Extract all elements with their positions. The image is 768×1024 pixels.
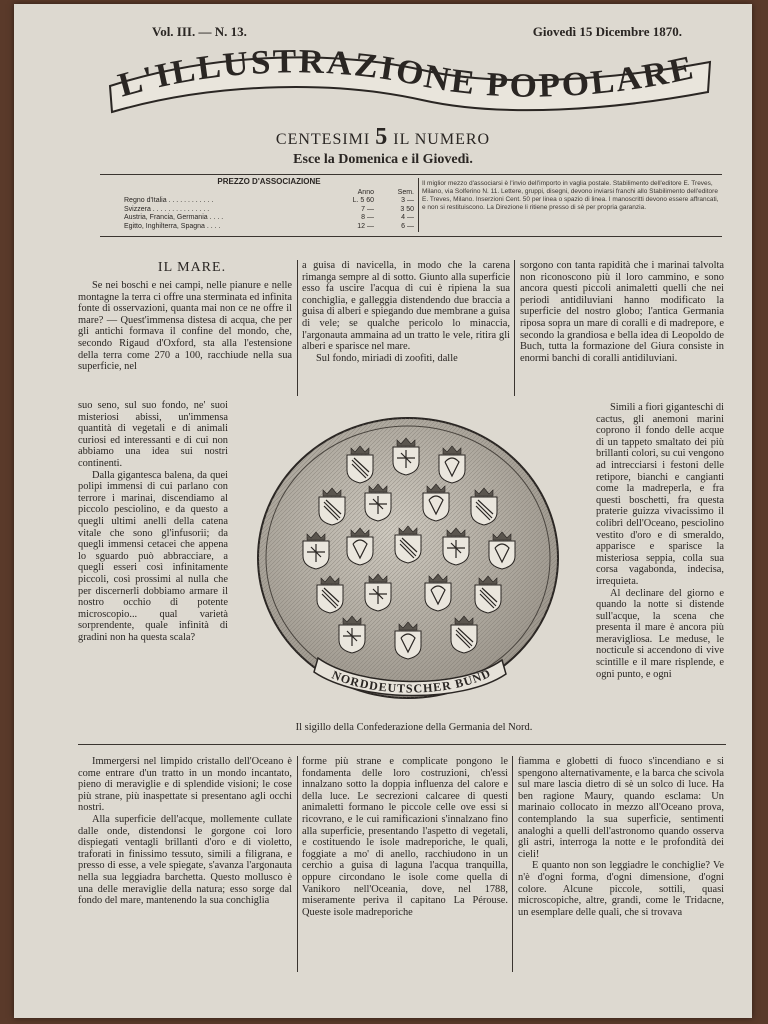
subscription-sem: 3 —	[401, 197, 414, 204]
column-divider-3	[297, 756, 298, 972]
price-line	[14, 124, 752, 151]
coat-of-arms-icon	[471, 488, 497, 525]
coat-of-arms-icon	[425, 574, 451, 611]
article-paragraph: Sul fondo, miriadi di zoofiti, dalle	[316, 352, 458, 364]
column-1-narrow	[78, 400, 228, 643]
article-paragraph: Immergersi nel limpido cristallo dell'Oceano è come entrare d'un tratto in un mondo incantato, pieno di meraviglie e di splendide visioni; le cose più strane, più inaspettate si presentano agli occhi nostri.	[78, 756, 292, 814]
column-2-bottom	[302, 756, 508, 918]
column-3-bottom	[518, 756, 724, 918]
column-3-narrow	[596, 402, 724, 680]
coat-of-arms-icon	[365, 484, 391, 521]
coat-of-arms-icon	[489, 532, 515, 569]
masthead-title: L'ILLUSTRAZIONE POPOLARE	[114, 46, 698, 105]
price-post: IL NUMERO	[393, 131, 491, 148]
issue-days: Esce la Domenica e il Giovedì.	[293, 152, 473, 167]
subscription-sem: 3 50	[400, 205, 414, 213]
article-paragraph: Simili a fiori giganteschi di cactus, gli anemoni marini coprono il fondo delle acque di un tappeto smaltato dei più brillanti colori, su cui vengono ad intrecciarsi i festoni delle retipore, bianchi e cangianti come la madreperla, e fra questi boschetti, fra questa praterie guizza vivacissimo il colibrì dell'Oceano, pesciolino vestito d'oro e di smeraldo, apparisce e sparisce la misteriosa seppia, colla sua corsa vagabonda, indecisa, irrequieta.	[596, 402, 724, 587]
coat-of-arms-icon	[393, 438, 419, 475]
coat-of-arms-icon	[347, 446, 373, 483]
article-headline: IL MARE.	[157, 260, 227, 275]
column-2-top	[302, 260, 510, 364]
coat-of-arms-icon	[395, 526, 421, 563]
article-paragraph: E quanto non son leggiadre le conchiglie? Ve n'è d'ogni forma, d'ogni dimensione, d'ogni colore. Alcune piccole, sottili, quasi microscopiche, altre, grandi, come le Tridacne, un esemplare delle quali, che si trovava	[518, 860, 724, 918]
coat-of-arms-icon	[319, 488, 345, 525]
coat-of-arms-icon	[439, 446, 465, 483]
article-paragraph: Alla superficie dell'acque, mollemente cullate dalle onde, distendonsi le gorgone coi loro dispiegati ventagli brillanti d'oro e di violetto, traforati in finissimo tessuto, simili a filigrana, e presso di esse, a vele spiegate, s'avanza l'argonauta nella sua leggiadra barchetta. Questo mollusco è una delle meraviglie della natura; esso sorge dal fondo del mare, mantenendo la sua conchiglia	[78, 813, 292, 907]
coat-of-arms-icon	[451, 616, 477, 653]
coat-of-arms-icon	[395, 622, 421, 659]
seal-banner-text: NORDDEUTSCHER BUND	[329, 665, 494, 696]
coat-of-arms-icon	[339, 616, 365, 653]
subscription-label: Egitto, Inghilterra, Spagna . . . .	[124, 222, 221, 230]
subscription-anno: 12 —	[357, 222, 374, 230]
price-number: 5	[375, 124, 389, 150]
column-divider-1	[297, 260, 298, 396]
coat-of-arms-icon	[347, 528, 373, 565]
column-1-bottom	[78, 756, 292, 907]
subscription-sem: 4 —	[401, 214, 414, 221]
lower-rule	[78, 744, 726, 745]
col-sem: Sem.	[397, 188, 414, 196]
subscription-divider	[418, 178, 419, 232]
column-1-top	[78, 280, 292, 373]
masthead-banner	[102, 46, 718, 126]
subscription-anno: L. 5 60	[352, 197, 374, 204]
col-anno: Anno	[357, 188, 374, 196]
subscription-header-row	[124, 189, 414, 198]
bottom-header-rule	[100, 236, 722, 237]
subscription-row	[124, 214, 414, 223]
article-paragraph: a guisa di navicella, in modo che la carena rimanga sempre al di sotto. Giunto alla superficie esso fa uscire l'acqua di cui è ripiena la sua conchiglia, e galleggia distendendo due braccia a guisa di alberi e spiegando due membrane a guisa di vele; se qualche pericolo lo minaccia, l'argonauta ammaina ad un tratto le vele, ritira gli alberi e sparisce nel mare.	[302, 260, 510, 353]
article-paragraph: forme più strane e complicate pongono le fondamenta delle loro costruzioni, ch'essi innalzano sotto la doppia influenza del calore e della luce. Le secrezioni calcaree di questi animaletti formano le piccole celle ove essi si ricovrano, e le cui ramificazioni s'innalzano fino alla superficie, presentando l'aspetto di vegetali, e costituendo le isole madreporiche, le quali, foggiate a mo' di anello, racchiudono in un cerchio a guisa di laguna l'acqua tranquilla, oppure circondano le isole come quella di Vanikoro nell'Oceania, dove, nel 1788, miseramente periva il capitano La Pérouse. Queste isole madreporiche	[302, 756, 508, 918]
article-paragraph: Dalla gigantesca balena, da quei polipi immensi di cui parlano con terrore i marinai, discendiamo al piccolo pesciolino, e da questo a quegli ultimi anelli della catena vitale che sono gl'infusorii; da quegli immensi cetacei che appena lo sguardo può abbracciare, a quegli esseri così infinitamente piccoli, così prossimi al nulla che per discernerli dobbiamo armare il nostro occhio di potente microscopio... qual varietà sorprendente, quale infinità di gradini non ha questa scala?	[78, 469, 228, 643]
article-paragraph: suo seno, sul suo fondo, ne' suoi misteriosi abissi, un'immensa quantità di vegetali e di animali curiosi ed interessanti e di cui non abbiamo una idea sui nostri continenti.	[78, 400, 228, 469]
article-paragraph: sorgono con tanta rapidità che i marinai talvolta non riconoscono più il loro cammino, e sono ancora questi piccoli animaletti quelli che nei periodi antidiluviani hanno modificato la superficie del nostro globo; l'antica Germania riposa sopra un mare di coralli e di madrepore, e secondo la grandiosa e bella idea di Leopoldo de Buch, tutta la formazione del Giura consiste in enormi banchi di coralli antidiluviani.	[520, 260, 724, 364]
subscription-label: Austria, Francia, Germania . . . .	[124, 214, 224, 221]
column-divider-4	[512, 756, 513, 972]
article-paragraph: fiamma e globetti di fuoco s'incendiano e si spengono alternativamente, e la barca che scivola sul mare lascia dietro di sè un solco di luce. Ha ben ragione Maury, quando esclama: Un marinaio collocato in mezzo all'Oceano prova, contemplando la sua superficie, sentimenti analoghi a quelli dell'astronomo quando osserva gli astri, interroga la notte e le profondità dei cieli!	[518, 756, 724, 860]
article-paragraph: Se nei boschi e nei campi, nelle pianure e nelle montagne la terra ci offre una sterminata ed infinita fonte di osservazioni, quanta mai non ce ne offre il mare? — Quest'immensa distesa di acqua, che per gli antichi formava il confine del mondo, che, secondo Rigaud d'Oxford, sta alla l'estensione della terra come 270 a 100, racchiude nella sua superficie, nel	[78, 280, 292, 373]
volume-number: Vol. III. — N. 13.	[152, 24, 247, 39]
subscription-sem: 6 —	[401, 222, 414, 230]
coat-of-arms-icon	[423, 484, 449, 521]
article-paragraph: Al declinare del giorno e quando la notte si distende sull'acque, la scena che presenta il mare è ancora più meravigliosa. Le meduse, le nocticule si accendono di vive scintille e il mare risplende, e ogni punto, e ogni	[596, 587, 724, 680]
price-pre: CENTESIMI	[275, 131, 371, 148]
column-3-top	[520, 260, 724, 364]
issue-date: Giovedì 15 Dicembre 1870.	[532, 24, 682, 39]
subscription-box	[124, 178, 414, 231]
newspaper-page	[14, 4, 752, 1018]
seal-image	[240, 408, 576, 718]
coat-of-arms-icon	[317, 576, 343, 613]
illustration-caption: Il sigillo della Confederazione della Germania del Nord.	[295, 722, 533, 733]
masthead	[102, 46, 718, 126]
column-divider-2	[514, 260, 515, 396]
subscription-anno: 7 —	[361, 205, 374, 213]
subscription-label: Svizzera . . . . . . . . . . . . . . .	[124, 205, 210, 213]
coat-of-arms-icon	[475, 576, 501, 613]
subscription-row	[124, 197, 414, 206]
subscription-row	[124, 223, 414, 232]
coat-of-arms-icon	[443, 528, 469, 565]
subscription-label: Regno d'Italia . . . . . . . . . . . .	[124, 197, 214, 204]
seal-illustration	[240, 408, 576, 718]
coat-of-arms-icon	[303, 532, 329, 569]
subscription-anno: 8 —	[361, 214, 374, 221]
subscription-note: Il miglior mezzo d'associarsi è l'invio dell'importo in vaglia postale. Stabilimento dell'editore E. Treves, Milano, via Solferino N. 11. Lettere, gruppi, disegni, devono inviarsi franchi allo Stabilimento dell'editore E. Treves, Milano. Inserzioni Cent. 50 per linea o spazio di linea. I manoscritti devono essere affrancati, e non si restituiscono. La Direzione li ritiene presso di sè per propria garanzia.	[422, 180, 719, 211]
subscription-title: PREZZO D'ASSOCIAZIONE	[217, 177, 321, 186]
top-rule	[100, 174, 722, 175]
coat-of-arms-icon	[365, 574, 391, 611]
subscription-row	[124, 206, 414, 215]
